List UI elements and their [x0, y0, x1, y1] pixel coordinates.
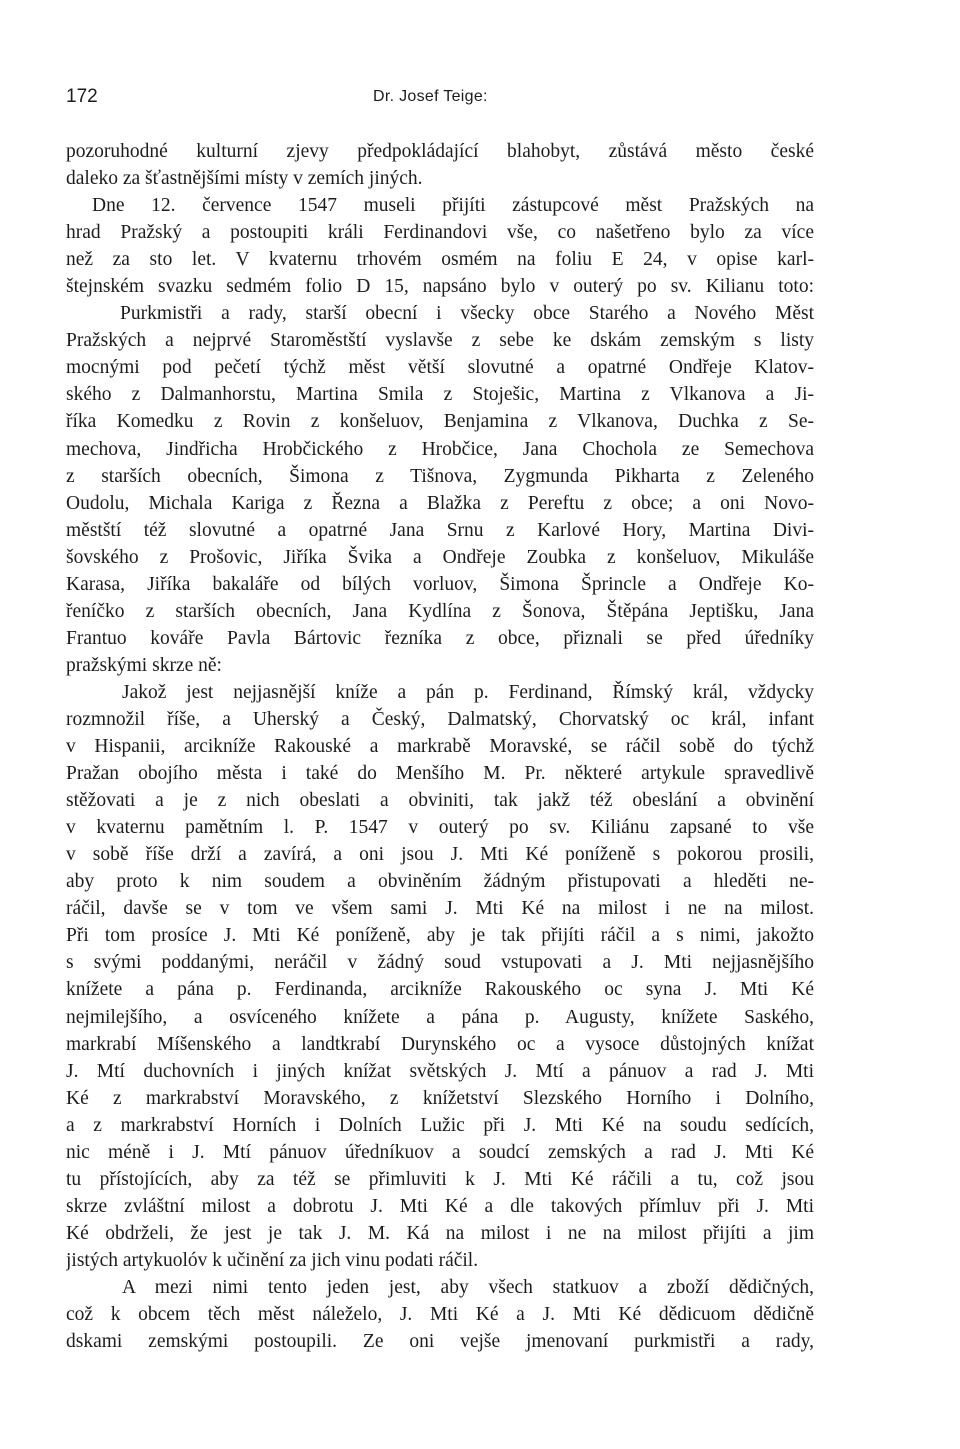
body-text [66, 138, 814, 1355]
text-line: jistých artykuolóv k učinění za jich vinu podati ráčil. [66, 1249, 479, 1271]
text-line: a z markrabství Horních i Dolních Lužic při J. Mti Ké na soudu sedících, [66, 1114, 814, 1136]
text-line: v Hispanii, arcikníže Rakouské a markrabě Moravské, se ráčil sobě do týchž [66, 736, 814, 758]
text-line: Jakož jest nejjasnější kníže a pán p. Ferdinand, Římský král, vždycky [122, 681, 814, 703]
text-line: což k obcem těch měst náleželo, J. Mti Ké a J. Mti Ké dědicuom dědičně [66, 1304, 814, 1326]
page-header [66, 86, 814, 116]
text-line: než za sto let. V kvaternu trhovém osmém na foliu E 24, v opise karl- [66, 249, 814, 271]
text-line: nejmilejšího, a osvíceného knížete a pána p. Augusty, knížete Saského, [66, 1006, 814, 1028]
text-line: z starších obecních, Šimona z Tišnova, Zygmunda Pikharta z Zeleného [66, 465, 814, 487]
text-line: mechova, Jindřicha Hrobčického z Hrobčice, Jana Chochola ze Semechova [66, 438, 814, 460]
text-line: říka Komedku z Rovin z konšeluov, Benjamina z Vlkanova, Duchka z Se- [66, 411, 814, 433]
text-line: ského z Dalmanhorstu, Martina Smila z Stoješic, Martina z Vlkanova a Ji- [66, 384, 814, 406]
text-line: Ké z markrabství Moravského, z knížetství Slezského Horního i Dolního, [66, 1087, 814, 1109]
text-line: Frantuo kováře Pavla Bártovic řezníka z obce, přiznali se před úředníky [66, 627, 814, 649]
text-line: štejnském svazku sedmém folio D 15, napsáno bylo v outerý po sv. Kilianu toto: [66, 276, 814, 298]
text-line: městští též slovutné a opatrné Jana Srnu z Karlové Hory, Martina Divi- [66, 519, 814, 541]
text-line: Oudolu, Michala Kariga z Řezna a Blažka z Pereftu z obce; a oni Novo- [66, 492, 814, 514]
text-line: Pražských a nejprvé Staroměstští vyslavše z sebe ke dskám zemským s listy [66, 330, 814, 352]
text-line: mocnými pod pečetí týchž měst větší slovutné a opatrné Ondřeje Klatov- [66, 357, 814, 379]
text-line: ráčil, davše se v tom ve všem sami J. Mti Ké na milost i ne na milost. [66, 898, 814, 920]
text-line: Ké obdrželi, že jest je tak J. M. Ká na milost i ne na milost přijíti a jim [66, 1222, 814, 1244]
text-line: pozoruhodné kulturní zjevy předpokládající blahobyt, zůstává město české [66, 141, 814, 162]
text-line: řeníčko z starších obecních, Jana Kydlína z Šonova, Štěpána Jeptišku, Jana [66, 600, 814, 622]
text-line: hrad Pražský a postoupiti králi Ferdinandovi vše, co našetřeno bylo za více [66, 222, 814, 244]
text-line: v sobě říše drží a zavírá, a oni jsou J. Mti Ké poníženě s pokorou prosili, [66, 844, 814, 866]
text-line: nic méně i J. Mtí pánuov úředníkuov a soudcí zemských a rad J. Mti Ké [66, 1141, 814, 1163]
text-line: Karasa, Jiříka bakaláře od bílých vorluov, Šimona Šprincle a Ondřeje Ko- [66, 573, 814, 595]
page-number: 172 [66, 86, 98, 107]
text-line: J. Mtí duchovních i jiných knížat světských J. Mtí a pánuov a rad J. Mti [66, 1060, 814, 1082]
text-line: Při tom prosíce J. Mti Ké poníženě, aby je tak přijíti ráčil a s nimi, jakožto [66, 925, 814, 947]
text-line: A mezi nimi tento jeden jest, aby všech statkuov a zboží dědičných, [122, 1276, 814, 1298]
text-line: šovského z Prošovic, Jiříka Švika a Ondřeje Zoubka z konšeluov, Mikuláše [66, 546, 814, 568]
text-line: Dne 12. července 1547 museli přijíti zástupcové měst Pražských na [92, 195, 814, 217]
running-head: Dr. Josef Teige: [373, 88, 488, 105]
text-line: s svými poddanými, neráčil v žádný soud vstupovati a J. Mti nejjasnějšího [66, 952, 814, 974]
text-line: stěžovati a je z nich obeslati a obviniti, tak jakž též obeslání a obvinění [66, 790, 814, 812]
text-line: daleko za šťastnějšími místy v zemích jiných. [66, 168, 423, 190]
text-line: rozmnožil říše, a Uherský a Český, Dalmatský, Chorvatský oc král, infant [66, 708, 814, 730]
text-line: dskami zemskými postoupili. Ze oni vejše jmenovaní purkmistři a rady, [66, 1331, 814, 1353]
text-line: Pražan obojího města i také do Menšího M. Pr. některé artykule spravedlivě [66, 763, 814, 785]
text-line: markrabí Míšenského a landtkrabí Durynského oc a vysoce důstojných knížat [66, 1033, 814, 1055]
text-line: aby proto k nim soudem a obviněním žádným přistupovati a hleděti ne- [66, 871, 814, 893]
text-line: tu přístojících, aby za též se přimluviti k J. Mti Ké ráčili a tu, což jsou [66, 1168, 814, 1190]
text-line: pražskými skrze ně: [66, 654, 222, 676]
text-line: knížete a pána p. Ferdinanda, arcikníže Rakouského oc syna J. Mti Ké [66, 979, 814, 1001]
text-line: v kvaternu pamětním l. P. 1547 v outerý po sv. Kiliánu zapsané to vše [66, 817, 814, 839]
text-line: Purkmistři a rady, starší obecní i všecky obce Starého a Nového Měst [120, 303, 814, 325]
text-line: skrze zvláštní milost a dobrotu J. Mti Ké a dle takových přímluv při J. Mti [66, 1195, 814, 1217]
